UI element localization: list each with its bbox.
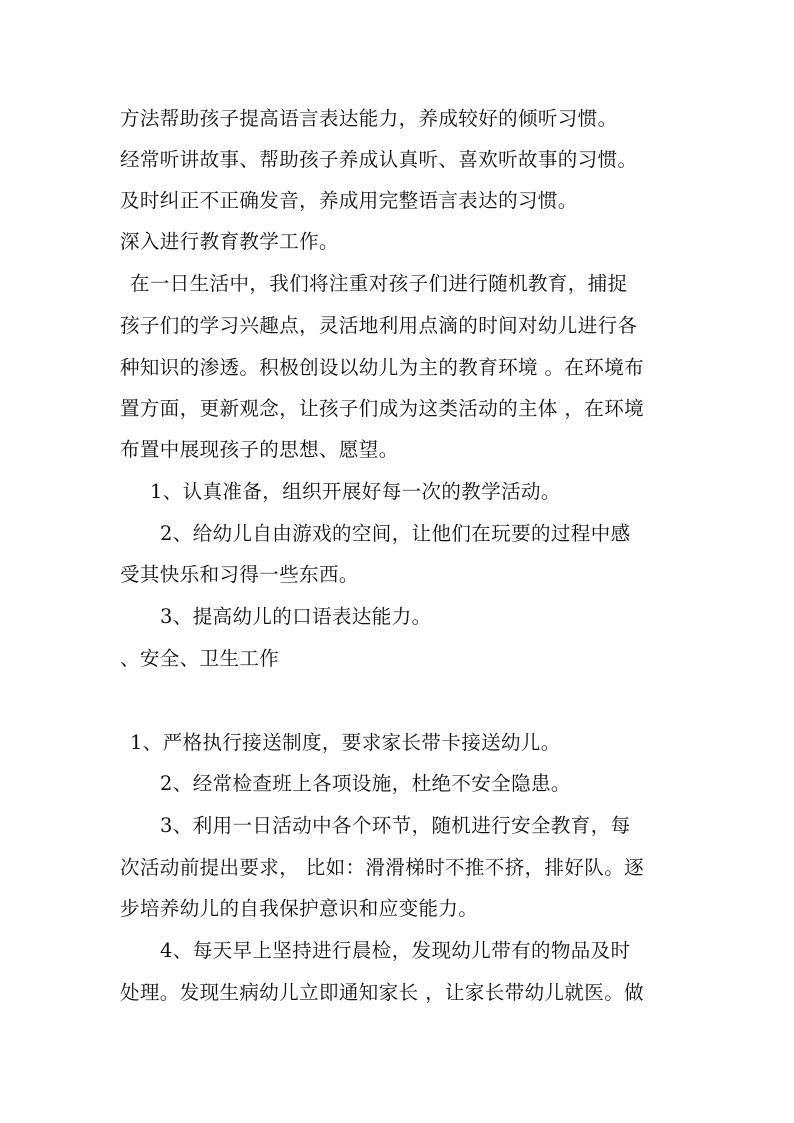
text-line: 孩子们的学习兴趣点，灵活地利用点滴的时间对幼儿进行各 bbox=[120, 314, 638, 337]
text-line: 次活动前提出要求， 比如：滑滑梯时不推不挤，排好队。逐 bbox=[120, 856, 644, 879]
text-line: 方法帮助孩子提高语言表达能力，养成较好的倾听习惯。 bbox=[120, 107, 618, 130]
section-heading: 、安全、卫生工作 bbox=[120, 647, 280, 670]
text-line: 种知识的渗透。积极创设以幼儿为主的教育环境 。在环境布 bbox=[120, 356, 644, 379]
list-item: 1、严格执行接送制度，要求家长带卡接送幼儿。 bbox=[130, 731, 561, 754]
list-item: 2、给幼儿自由游戏的空间，让他们在玩要的过程中感 bbox=[160, 522, 631, 545]
list-item: 3、提高幼儿的口语表达能力。 bbox=[160, 605, 432, 628]
text-line: 在一日生活中，我们将注重对孩子们进行随机教育，捕捉 bbox=[130, 272, 628, 295]
list-item: 4、每天早上坚持进行晨检，发现幼儿带有的物品及时 bbox=[160, 939, 631, 962]
text-line: 及时纠正不正确发音，养成用完整语言表达的习惯。 bbox=[120, 189, 578, 212]
text-line: 步培养幼儿的自我保护意识和应变能力。 bbox=[120, 897, 479, 920]
text-line: 布置中展现孩子的思想、愿望。 bbox=[120, 438, 399, 461]
text-line: 受其快乐和习得一些东西。 bbox=[120, 563, 359, 586]
list-item: 3、利用一日活动中各个环节，随机进行安全教育，每 bbox=[160, 814, 631, 837]
list-item: 1、认真准备，组织开展好每一次的教学活动。 bbox=[150, 480, 561, 503]
text-line: 处理。发现生病幼儿立即通知家长 ，让家长带幼儿就医。做 bbox=[120, 981, 644, 1004]
list-item: 2、经常检查班上各项设施，杜绝不安全隐患。 bbox=[160, 772, 571, 795]
text-line: 深入进行教育教学工作。 bbox=[120, 230, 339, 253]
text-line: 置方面，更新观念，让孩子们成为这类活动的主体 ，在环境 bbox=[120, 397, 644, 420]
text-line: 经常听讲故事、帮助孩子养成认真听、喜欢听故事的习惯。 bbox=[120, 148, 638, 171]
